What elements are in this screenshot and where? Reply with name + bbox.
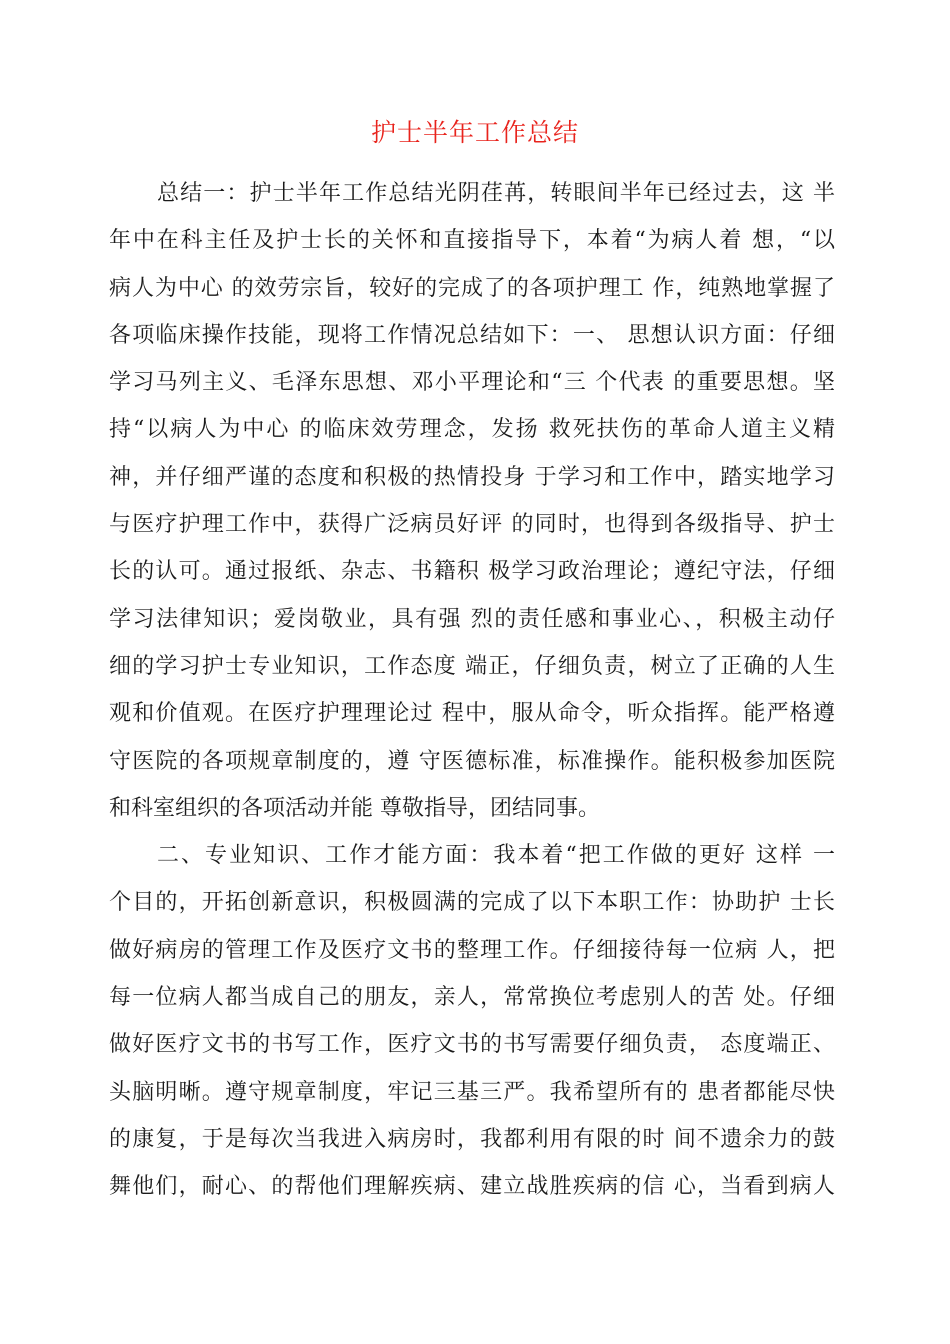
paragraph-line: 学习法律知识；爱岗敬业，具有强 烈的责任感和事业心、，积极主动仔 xyxy=(109,606,835,632)
document-body xyxy=(109,170,835,1211)
paragraph-2 xyxy=(109,832,835,1210)
paragraph-line: 观和价值观。在医疗护理理论过 程中，服从命令，听众指挥。能严格遵 xyxy=(109,701,835,727)
document-title: 护士半年工作总结 xyxy=(370,118,579,147)
paragraph-line: 长的认可。通过报纸、杂志、书籍积 极学习政治理论；遵纪守法，仔细 xyxy=(109,559,835,585)
paragraph-line: 个目的，开拓创新意识，积极圆满的完成了以下本职工作：协助护 士长 xyxy=(109,890,835,916)
paragraph-line: 病人为中心 的效劳宗旨，较好的完成了的各项护理工 作，纯熟地掌握了 xyxy=(109,275,835,301)
paragraph-line: 的康复，于是每次当我进入病房时，我都利用有限的时 间不遗余力的鼓 xyxy=(109,1126,835,1152)
paragraph-line: 做好医疗文书的书写工作，医疗文书的书写需要仔细负责， 态度端正、 xyxy=(109,1032,835,1058)
paragraph-line: 做好病房的管理工作及医疗文书的整理工作。仔细接待每一位病 人，把 xyxy=(109,937,835,963)
paragraph-1 xyxy=(109,170,835,832)
paragraph-line: 头脑明晰。遵守规章制度，牢记三基三严。我希望所有的 患者都能尽快 xyxy=(109,1079,835,1105)
paragraph-line: 每一位病人都当成自己的朋友，亲人，常常换位考虑别人的苦 处。仔细 xyxy=(109,985,835,1011)
paragraph-line: 细的学习护士专业知识，工作态度 端正，仔细负责，树立了正确的人生 xyxy=(109,653,835,679)
paragraph-line: 年中在科主任及护士长的关怀和直接指导下，本着“为病人着 想，“以 xyxy=(109,228,835,254)
paragraph-line: 总结一：护士半年工作总结光阴荏苒，转眼间半年已经过去，这 半 xyxy=(157,181,835,206)
paragraph-line: 二、专业知识、工作才能方面：我本着“把工作做的更好 这样 一 xyxy=(157,843,835,869)
paragraph-line: 各项临床操作技能，现将工作情况总结如下：一、 思想认识方面：仔细 xyxy=(109,322,835,348)
paragraph-line: 和科室组织的各项活动并能 尊敬指导，团结同事。 xyxy=(109,795,600,821)
paragraph-line: 学习马列主义、毛泽东思想、邓小平理论和“三 个代表 的重要思想。坚 xyxy=(109,370,835,396)
paragraph-line: 持“以病人为中心 的临床效劳理念，发扬 救死扶伤的革命人道主义精 xyxy=(109,417,835,443)
paragraph-line: 神，并仔细严谨的态度和积极的热情投身 于学习和工作中，踏实地学习 xyxy=(109,464,835,490)
paragraph-line: 舞他们，耐心、的帮他们理解疾病、建立战胜疾病的信 心，当看到病人 xyxy=(109,1174,835,1200)
paragraph-line: 与医疗护理工作中，获得广泛病员好评 的同时，也得到各级指导、护士 xyxy=(109,512,835,538)
paragraph-line: 守医院的各项规章制度的，遵 守医德标准，标准操作。能积极参加医院 xyxy=(109,748,835,774)
